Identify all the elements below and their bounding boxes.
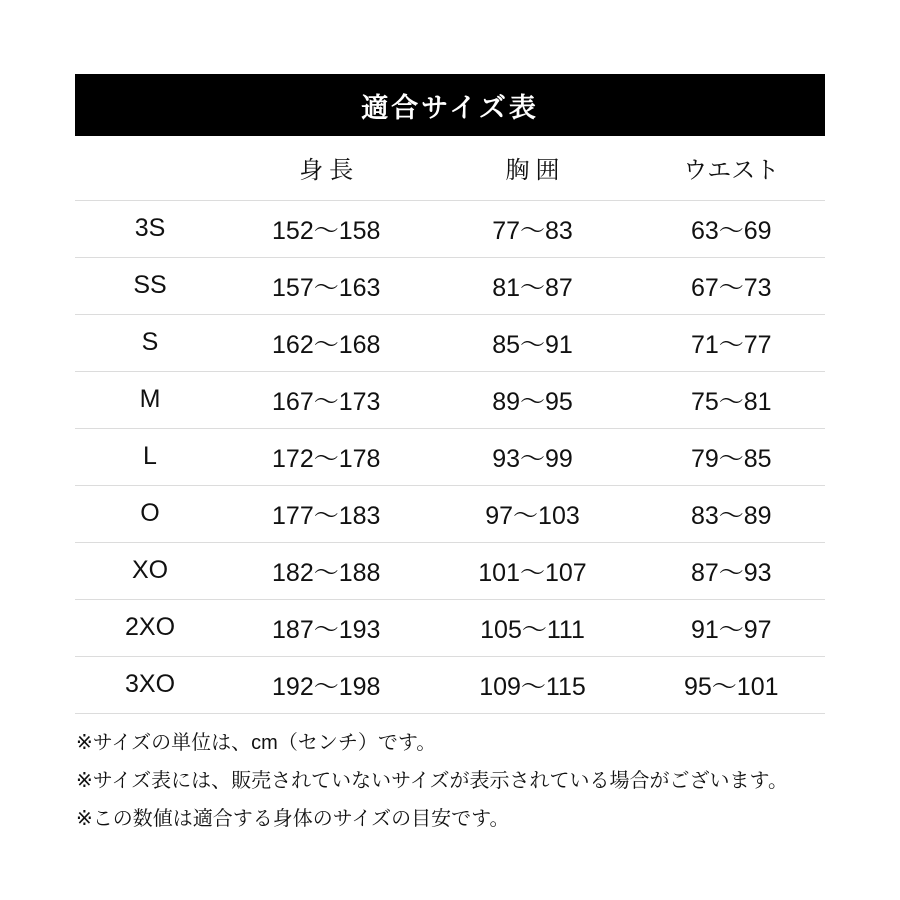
size-label: M [139,385,161,413]
waist-range: 75〜81 [690,387,772,416]
chest-range: 77〜83 [492,216,573,245]
chest-range: 81〜87 [492,273,573,302]
waist-range: 91〜97 [690,615,772,644]
waist-range: 95〜101 [683,672,779,701]
waist-range: 83〜89 [690,501,772,530]
size-label: 3S [134,214,166,242]
height-range: 152〜158 [272,216,381,245]
chest-range: 93〜99 [492,444,573,473]
chest-range: 89〜95 [492,387,573,416]
chest-range: 97〜103 [485,501,580,530]
column-header-size [75,136,225,200]
header-row [75,136,825,200]
table-row [75,485,825,542]
page-title: 適合サイズ表 [361,92,539,123]
note-unit: ※サイズの単位は、cm（センチ）です。 [76,732,437,754]
table-row [75,599,825,656]
height-range: 157〜163 [272,273,381,302]
note-availability: ※サイズ表には、販売されていないサイズが表示されている場合がございます。 [76,770,788,792]
waist-range: 63〜69 [690,216,772,245]
footnotes [76,724,836,838]
height-range: 192〜198 [272,672,381,701]
chest-range: 101〜107 [478,558,587,587]
height-range: 172〜178 [272,444,381,473]
chart-title-bar [75,74,825,136]
size-table-body [75,200,825,713]
height-range: 162〜168 [272,330,381,359]
size-label: 3XO [124,670,176,698]
column-header-waist: ウエスト [683,157,780,185]
column-header-height: 身長 [299,157,360,185]
table-row [75,428,825,485]
waist-range: 67〜73 [690,273,772,302]
table-row [75,542,825,599]
waist-range: 79〜85 [690,444,772,473]
height-range: 187〜193 [272,615,381,644]
size-table-header [75,136,825,200]
waist-range: 87〜93 [690,558,772,587]
chest-range: 85〜91 [492,330,573,359]
waist-range: 71〜77 [690,330,772,359]
chest-range: 105〜111 [480,615,585,644]
size-label: O [140,499,160,527]
height-range: 182〜188 [272,558,381,587]
chest-range: 109〜115 [479,672,586,701]
height-range: 167〜173 [272,387,381,416]
size-label: SS [133,271,167,299]
table-row [75,656,825,713]
size-label: S [141,328,159,356]
note-guideline: ※この数値は適合する身体のサイズの目安です。 [76,808,510,830]
size-label: L [143,442,157,470]
table-row [75,314,825,371]
height-range: 177〜183 [272,501,381,530]
size-label: 2XO [124,613,176,641]
size-label: XO [131,556,169,584]
table-row [75,371,825,428]
table-row [75,257,825,314]
size-table [75,136,825,714]
table-row [75,200,825,257]
column-header-chest: 胸囲 [505,157,566,185]
